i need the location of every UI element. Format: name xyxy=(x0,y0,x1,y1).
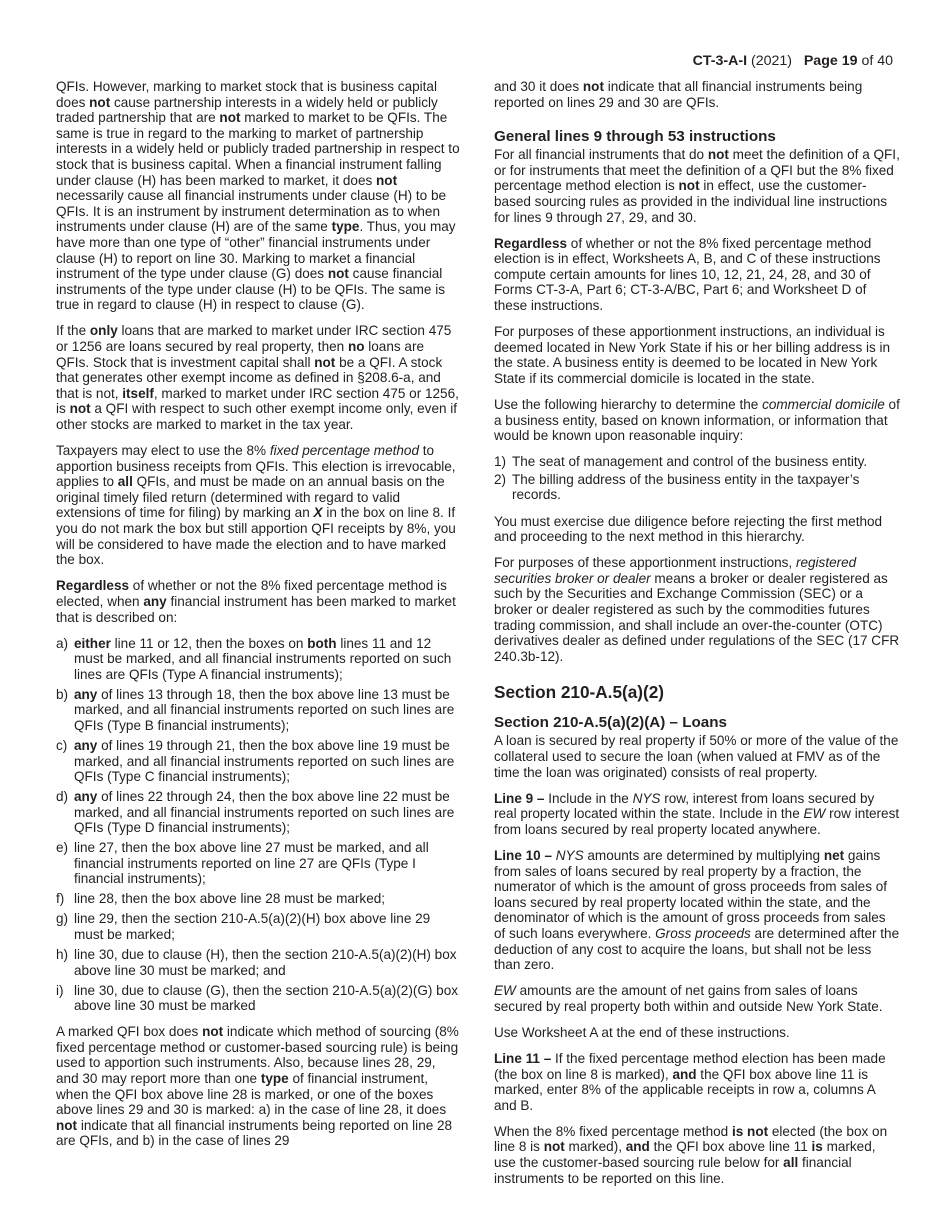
line-10-instructions: Line 10 – NYS amounts are determined by multiplying net gains from sales of loans secured by real property by a fraction, the numerator of which is the amount of gross proceeds from sales of loans secured by real property located within the state, and the denominator of which is the amount of gross proceeds from sales of such loans everywhere. Gross proceeds are determined after the deduction of any cost to acquire the loans, but shall not be less than zero. xyxy=(494,847,900,973)
page-header xyxy=(693,52,893,70)
left-column xyxy=(56,79,460,1160)
list-marker: h) xyxy=(56,947,69,963)
list-marker: 1) xyxy=(494,454,507,470)
list-item-text: line 30, due to clause (G), then the section 210-A.5(a)(2)(G) box above line 30 must be marked xyxy=(74,982,459,1014)
domicile-hierarchy-list xyxy=(494,454,900,503)
list-marker: b) xyxy=(56,686,69,702)
list-marker: f) xyxy=(56,891,65,907)
right-column xyxy=(494,79,900,1197)
page-total: of 40 xyxy=(861,53,893,69)
list-item-text: The billing address of the business entity in the taxpayer’s records. xyxy=(512,471,860,503)
paragraph: For purposes of these apportionment instructions, an individual is deemed located in New York State if his or her billing address is in the state. A business entity is deemed to be located in New York State if its commercial domicile is located in the state. xyxy=(494,324,891,386)
line-9-instructions: Line 9 – Include in the NYS row, interest from loans secured by real property located within the state. Include in the EW row interest from loans secured by real property located anywhere. xyxy=(494,790,900,837)
list-marker: e) xyxy=(56,840,69,856)
list-marker: 2) xyxy=(494,471,507,487)
list-item xyxy=(56,911,460,942)
section-heading: General lines 9 through 53 instructions xyxy=(494,128,776,146)
paragraph: If the only loans that are marked to market under IRC section 475 or 1256 are loans secured by real property, then no loans are QFIs. Stock that is investment capital shall not be a QFI. A stock that generates other exempt income as defined in §208.6-a, and that is not, itself, marked to market under IRC section 475 or 1256, is not a QFI with respect to such other exempt income only, even if other stocks are marked to market in the tax year. xyxy=(56,323,459,432)
paragraph: A loan is secured by real property if 50% or more of the value of the collateral used to secure the loan (when valued at FMV as of the time the loan was originated) consists of real property. xyxy=(494,733,899,780)
list-item-text: The seat of management and control of the business entity. xyxy=(512,454,868,470)
page-number: Page 19 xyxy=(803,53,858,69)
list-item xyxy=(56,891,460,907)
list-item-text: any of lines 19 through 21, then the box above line 19 must be marked, and all financial instruments reported on such lines are QFIs (Type C financial instruments); xyxy=(74,737,455,785)
subsection-heading: Section 210-A.5(a)(2)(A) – Loans xyxy=(494,714,727,732)
list-item xyxy=(56,947,460,978)
list-item-text: line 28, then the box above line 28 must be marked; xyxy=(74,891,386,907)
list-item-text: line 30, due to clause (H), then the section 210-A.5(a)(2)(H) box above line 30 must be marked; and xyxy=(74,947,457,978)
paragraph: Use the following hierarchy to determine the commercial domicile of a business entity, based on known information, or information that would be known upon reasonable inquiry: xyxy=(494,397,900,444)
list-item xyxy=(56,636,460,683)
paragraph: Regardless of whether or not the 8% fixed percentage method election is in effect, Worksheets A, B, and C of these instructions compute certain amounts for lines 10, 12, 21, 24, 28, and 30 of Forms CT-3-A, Part 6; CT-3-A/BC, Part 6; and Worksheet D of these instructions. xyxy=(494,235,881,314)
paragraph: You must exercise due diligence before rejecting the first method and proceeding to the next method in this hierarchy. xyxy=(494,513,883,545)
paragraph: and 30 it does not indicate that all financial instruments being reported on lines 29 and 30 are QFIs. xyxy=(494,79,863,110)
paragraph: Taxpayers may elect to use the 8% fixed percentage method to apportion business receipts from QFIs. This election is irrevocable, applies to all QFIs, and must be made on an annual basis on the original timely filed return (determined with regard to valid extensions of time for filing) by marking an X in the box on line 8. If you do not mark the box but still apportion QFI receipts by 8%, you will be considered to have made the election and to have marked the box. xyxy=(56,443,456,568)
list-marker: a) xyxy=(56,635,69,651)
paragraph: A marked QFI box does not indicate which method of sourcing (8% fixed percentage method or customer-based sourcing rule) is being used to apportion such instruments. Also, because lines 28, 29, and 30 may report more than one type of financial instrument, when the QFI box above line 28 is marked, or one of the boxes above lines 29 and 30 is marked: a) in the case of line 28, it does not indicate that all financial instruments being reported on line 28 are QFIs, and b) in the case of lines 29 xyxy=(56,1024,459,1149)
list-item xyxy=(56,738,460,785)
paragraph: Use Worksheet A at the end of these instructions. xyxy=(494,1024,790,1040)
list-marker: g) xyxy=(56,911,69,927)
list-marker: i) xyxy=(56,982,64,998)
list-item-text: line 27, then the box above line 27 must be marked, and all financial instruments reported on line 27 are QFIs (Type I financial instruments); xyxy=(74,840,429,887)
list-item-text: any of lines 13 through 18, then the box above line 13 must be marked, and all financial instruments reported on such lines are QFIs (Type B financial instruments); xyxy=(74,686,455,733)
list-item xyxy=(56,687,460,734)
list-item-text: either line 11 or 12, then the boxes on both lines 11 and 12 must be marked, and all financial instruments reported on such lines are QFIs (Type A financial instruments); xyxy=(74,635,452,682)
form-number: CT-3-A-I xyxy=(692,53,748,69)
paragraph: When the 8% fixed percentage method is not elected (the box on line 8 is not marked), and the QFI box above line 11 is marked, use the customer-based sourcing rule below for all financial instruments to be reported on this line. xyxy=(494,1123,888,1186)
paragraph: Regardless of whether or not the 8% fixed percentage method is elected, when any financial instrument has been marked to market that is described on: xyxy=(56,578,456,625)
list-item xyxy=(494,454,900,470)
list-marker: d) xyxy=(56,789,69,805)
list-item-text: line 29, then the section 210-A.5(a)(2)(H) box above line 29 must be marked; xyxy=(74,911,431,943)
list-marker: c) xyxy=(56,737,68,753)
qfi-box-rules-list xyxy=(56,636,460,1014)
paragraph: For all financial instruments that do not meet the definition of a QFI, or for instruments that meet the definition of a QFI but the 8% fixed percentage method election is not in effect, use the customer-based sourcing rules as provided in the individual line instructions for lines 9 through 27, 29, and 30. xyxy=(494,147,900,225)
list-item xyxy=(56,983,460,1014)
paragraph: QFIs. However, marking to market stock that is business capital does not cause partnership interests in a widely held or publicly traded partnership that are not marked to market to be QFIs. The same is true in regard to the marking to market of partnership interests in a widely held or publicly traded partnership in respect to stock that is business capital. When a financial instrument falling under clause (H) has been marked to market, it does not necessarily cause all financial instruments under clause (H) to be QFIs. It is an instrument by instrument determination as to when instruments under clause (H) are of the same type. Thus, you may have more than one type of “other” financial instruments under clause (H) to report on line 30. Marking to market a financial instrument of the type under clause (G) does not cause financial instruments of the type under clause (H) to be QFIs. The same is true in regard to clause (H) in respect to clause (G). xyxy=(56,79,460,313)
form-year: (2021) xyxy=(751,53,793,69)
list-item xyxy=(56,840,460,887)
list-item-text: any of lines 22 through 24, then the box above line 22 must be marked, and all financial instruments reported on such lines are QFIs (Type D financial instruments); xyxy=(74,789,455,836)
list-item xyxy=(494,472,900,503)
line-11-instructions: Line 11 – If the fixed percentage method election has been made (the box on line 8 is marked), and the QFI box above line 11 is marked, enter 8% of the applicable receipts in row a, columns A and B. xyxy=(494,1051,886,1113)
section-title: Section 210-A.5(a)(2) xyxy=(494,682,665,703)
paragraph: For purposes of these apportionment instructions, registered securities broker or dealer means a broker or dealer registered as such by the Securities and Exchange Commission (SEC) or a broker or dealer registered as such by the commodities futures trading commission, and shall include an over-the-counter (OTC) derivatives dealer as defined under regulations of the SEC (17 CFR 240.3b-12). xyxy=(494,555,900,664)
paragraph: EW amounts are the amount of net gains from sales of loans secured by real property both within and outside New York State. xyxy=(494,983,883,1014)
list-item xyxy=(56,789,460,836)
